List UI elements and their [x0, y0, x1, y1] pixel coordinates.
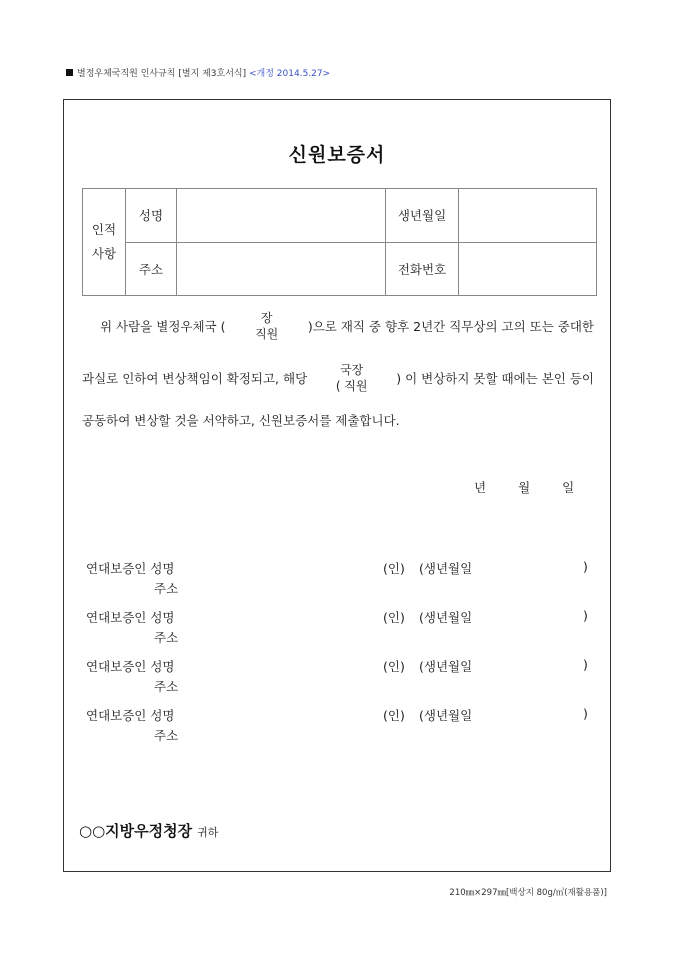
guarantor-entry — [86, 559, 596, 597]
phone-label: 전화번호 — [386, 242, 459, 296]
form-frame — [63, 99, 611, 872]
document-title: 신원보증서 — [288, 144, 386, 166]
pledge-text: ) 이 변상하지 못할 때에는 본인 등이 — [396, 371, 594, 387]
guarantor-birth-label: (생년월일 — [419, 610, 473, 625]
form-header — [66, 66, 330, 79]
guarantor-entry — [86, 608, 596, 646]
guarantor-address-label: 주소 — [154, 630, 179, 645]
seal-mark: (인) — [383, 708, 405, 723]
pledge-paragraph-2 — [82, 362, 594, 394]
paper-spec-footer: 210㎜×297㎜[백상지 80g/㎡(재활용품)] — [449, 888, 607, 898]
name-label: 성명 — [126, 189, 177, 243]
name-field[interactable] — [177, 189, 386, 243]
pledge-text: )으로 재직 중 향후 2년간 직무상의 고의 또는 중대한 — [307, 319, 594, 335]
seal-mark: (인) — [383, 659, 405, 674]
seal-mark: (인) — [383, 561, 405, 576]
closing-paren: ) — [583, 657, 588, 672]
guarantor-address-label: 주소 — [154, 679, 179, 694]
position-stack: 장 직원 — [255, 311, 279, 342]
guarantor-name-label: 연대보증인 성명 — [86, 561, 175, 576]
regulation-reference: 별정우체국직원 인사규칙 [별지 제3호서식] — [77, 69, 247, 79]
seal-mark: (인) — [383, 610, 405, 625]
square-bullet-icon — [66, 69, 73, 76]
personal-info-category: 인적 사항 — [83, 189, 126, 296]
address-field[interactable] — [177, 242, 386, 296]
guarantor-birth-label: (생년월일 — [419, 561, 473, 576]
recipient-name: ○○지방우정청장 — [79, 822, 193, 840]
phone-field[interactable] — [459, 242, 597, 296]
birth-date-label: 생년월일 — [386, 189, 459, 243]
guarantor-address-label: 주소 — [154, 581, 179, 596]
month-label: 월 — [518, 480, 531, 495]
recipient-line — [79, 820, 218, 841]
guarantor-name-label: 연대보증인 성명 — [86, 659, 175, 674]
address-label: 주소 — [126, 242, 177, 296]
guarantor-entry — [86, 706, 596, 744]
year-label: 년 — [474, 480, 487, 495]
guarantor-address-label: 주소 — [154, 728, 179, 743]
closing-paren: ) — [583, 608, 588, 623]
guarantor-birth-label: (생년월일 — [419, 659, 473, 674]
recipient-suffix: 귀하 — [197, 826, 219, 839]
day-label: 일 — [562, 480, 575, 495]
closing-paren: ) — [583, 559, 588, 574]
position-stack: 국장 ( 직원 — [335, 363, 368, 394]
pledge-paragraph-1 — [82, 310, 594, 342]
guarantor-entry — [86, 657, 596, 695]
guarantor-birth-label: (생년월일 — [419, 708, 473, 723]
pledge-paragraph-3: 공동하여 변상할 것을 서약하고, 신원보증서를 제출합니다. — [82, 413, 400, 428]
guarantor-name-label: 연대보증인 성명 — [86, 610, 175, 625]
closing-paren: ) — [583, 706, 588, 721]
birth-date-field[interactable] — [459, 189, 597, 243]
date-line — [474, 478, 602, 496]
pledge-text: 위 사람을 별정우체국 ( — [100, 319, 226, 335]
personal-info-table — [82, 188, 597, 296]
revision-note: <개정 2014.5.27> — [249, 69, 331, 79]
guarantor-name-label: 연대보증인 성명 — [86, 708, 175, 723]
pledge-text: 과실로 인하여 변상책임이 확정되고, 해당 — [82, 371, 308, 387]
